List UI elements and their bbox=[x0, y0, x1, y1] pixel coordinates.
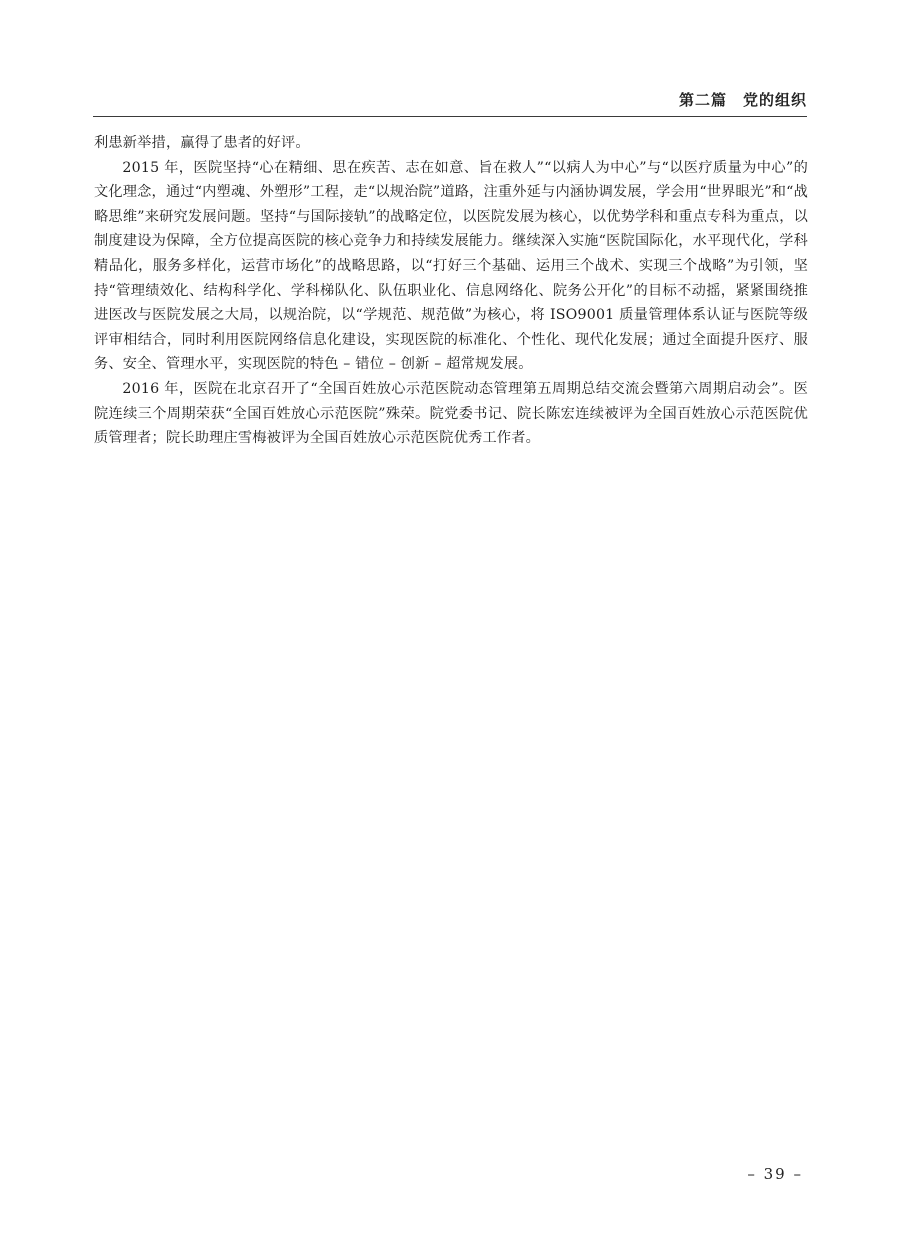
paragraph-2015: 2015 年，医院坚持“心在精细、思在疾苦、志在如意、旨在救人”“以病人为中心”与“以医疗质量为中心”的文化理念，通过“内塑魂、外塑形”工程，走“以规治院”道路，注重外延与内涵协调发展，学会用“世界眼光”和“战略思维”来研究发展问题。坚持“与国际接轨”的战略定位，以医院发展为核心，以优势学科和重点专科为重点，以制度建设为保障，全方位提高医院的核心竞争力和持续发展能力。继续深入实施“医院国际化，水平现代化，学科精品化，服务多样化，运营市场化”的战略思路，以“打好三个基础、运用三个战术、实现三个战略”为引领，坚持“管理绩效化、结构科学化、学科梯队化、队伍职业化、信息网络化、院务公开化”的目标不动摇，紧紧围绕推进医改与医院发展之大局，以规治院，以“学规范、规范做”为核心，将 ISO9001 质量管理体系认证与医院等级评审相结合，同时利用医院网络信息化建设，实现医院的标准化、个性化、现代化发展；通过全面提升医疗、服务、安全、管理水平，实现医院的特色 – 错位 – 创新 – 超常规发展。 bbox=[94, 159, 808, 373]
running-header bbox=[93, 86, 807, 117]
paragraph-2016: 2016 年，医院在北京召开了“全国百姓放心示范医院动态管理第五周期总结交流会暨第六周期启动会”。医院连续三个周期荣获“全国百姓放心示范医院”殊荣。院党委书记、院长陈宏连续被评为全国百姓放心示范医院优质管理者；院长助理庄雪梅被评为全国百姓放心示范医院优秀工作者。 bbox=[94, 380, 808, 447]
body-text bbox=[94, 131, 808, 451]
page-number: – 39 – bbox=[747, 1165, 803, 1183]
paragraph-continuation: 利患新举措，赢得了患者的好评。 bbox=[94, 135, 310, 151]
chapter-title: 第二篇 党的组织 bbox=[678, 91, 807, 109]
